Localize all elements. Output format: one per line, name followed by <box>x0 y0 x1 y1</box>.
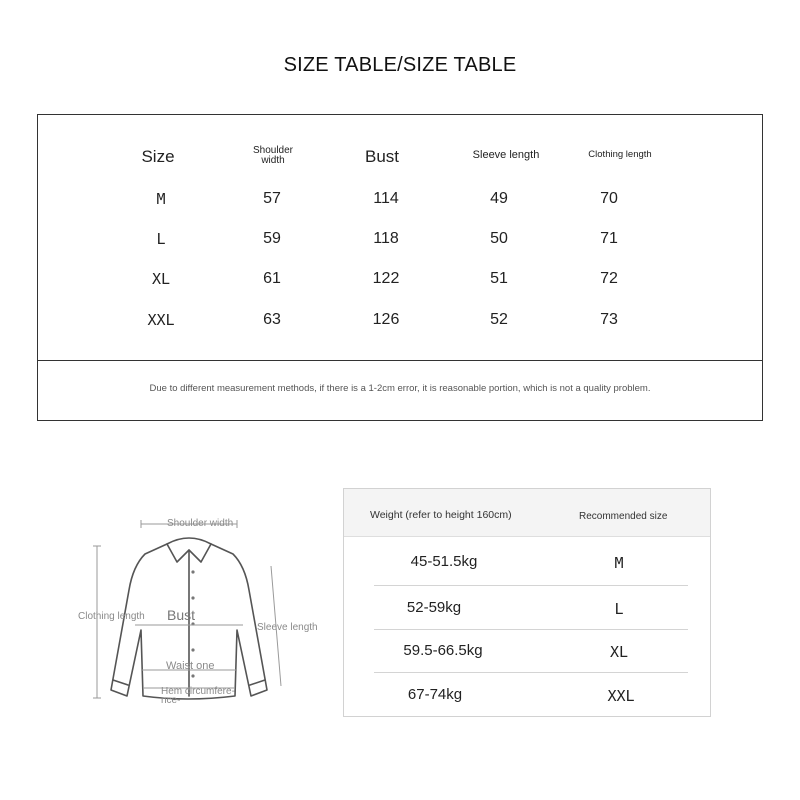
row-size: XXL <box>147 311 175 329</box>
row-shoulder: 57 <box>263 190 281 207</box>
weight-size-table <box>343 488 711 717</box>
weight-table-header <box>344 489 710 537</box>
label-sleeve-length: Sleeve length <box>257 622 318 633</box>
row-sleeve: 50 <box>490 230 508 247</box>
header-shoulder-line2: width <box>261 155 285 166</box>
row-divider <box>374 672 688 673</box>
size-table <box>37 114 763 421</box>
shirt-illustration <box>75 510 335 710</box>
label-hem <box>161 686 235 706</box>
size-cell: XL <box>609 643 629 661</box>
row-sleeve: 52 <box>490 311 508 328</box>
size-cell: XXL <box>607 687 635 705</box>
row-bust: 122 <box>372 270 400 287</box>
row-clothing: 72 <box>600 270 618 287</box>
row-divider <box>374 585 688 586</box>
row-bust: 114 <box>373 190 399 207</box>
size-cell: M <box>614 554 624 572</box>
label-waist: Waist one <box>166 660 215 672</box>
header-shoulder-width <box>253 146 293 166</box>
size-cell: L <box>614 600 624 618</box>
header-shoulder-line1: Shoulder <box>252 145 294 156</box>
row-bust: 118 <box>373 230 399 247</box>
weight-cell: 59.5-66.5kg <box>403 642 483 659</box>
row-clothing: 71 <box>600 230 618 247</box>
row-clothing: 73 <box>600 311 618 328</box>
label-shoulder-width: Shoulder width <box>167 518 234 529</box>
row-size: XL <box>151 270 171 288</box>
header-sleeve-length: Sleeve length <box>472 149 540 161</box>
table-divider <box>38 360 762 361</box>
row-shoulder: 59 <box>263 230 281 247</box>
weight-cell: 45-51.5kg <box>410 553 478 570</box>
row-clothing: 70 <box>600 190 618 207</box>
header-size: Size <box>141 147 175 166</box>
header-clothing-length: Clothing length <box>588 149 652 160</box>
label-hem-line2: nce- <box>161 695 181 706</box>
shirt-diagram <box>75 510 335 710</box>
page-title: SIZE TABLE/SIZE TABLE <box>283 54 517 76</box>
label-clothing-length: Clothing length <box>78 611 145 622</box>
header-weight: Weight (refer to height 160cm) <box>370 509 512 521</box>
row-sleeve: 51 <box>490 270 508 287</box>
row-size: M <box>156 190 166 208</box>
header-bust: Bust <box>364 147 400 166</box>
row-bust: 126 <box>372 311 400 328</box>
weight-cell: 52-59kg <box>406 599 462 616</box>
label-hem-line1: Hem circumfere- <box>161 686 235 697</box>
row-divider <box>374 629 688 630</box>
measurement-note: Due to different measurement methods, if there is a 1-2cm error, it is reasonable portion, which is not a quality problem. <box>149 383 651 394</box>
header-recommended-size: Recommended size <box>579 511 668 522</box>
row-sleeve: 49 <box>490 190 508 207</box>
row-shoulder: 63 <box>263 311 281 328</box>
label-bust: Bust <box>167 607 196 623</box>
row-size: L <box>156 230 166 248</box>
row-shoulder: 61 <box>263 270 281 287</box>
weight-cell: 67-74kg <box>407 686 463 703</box>
